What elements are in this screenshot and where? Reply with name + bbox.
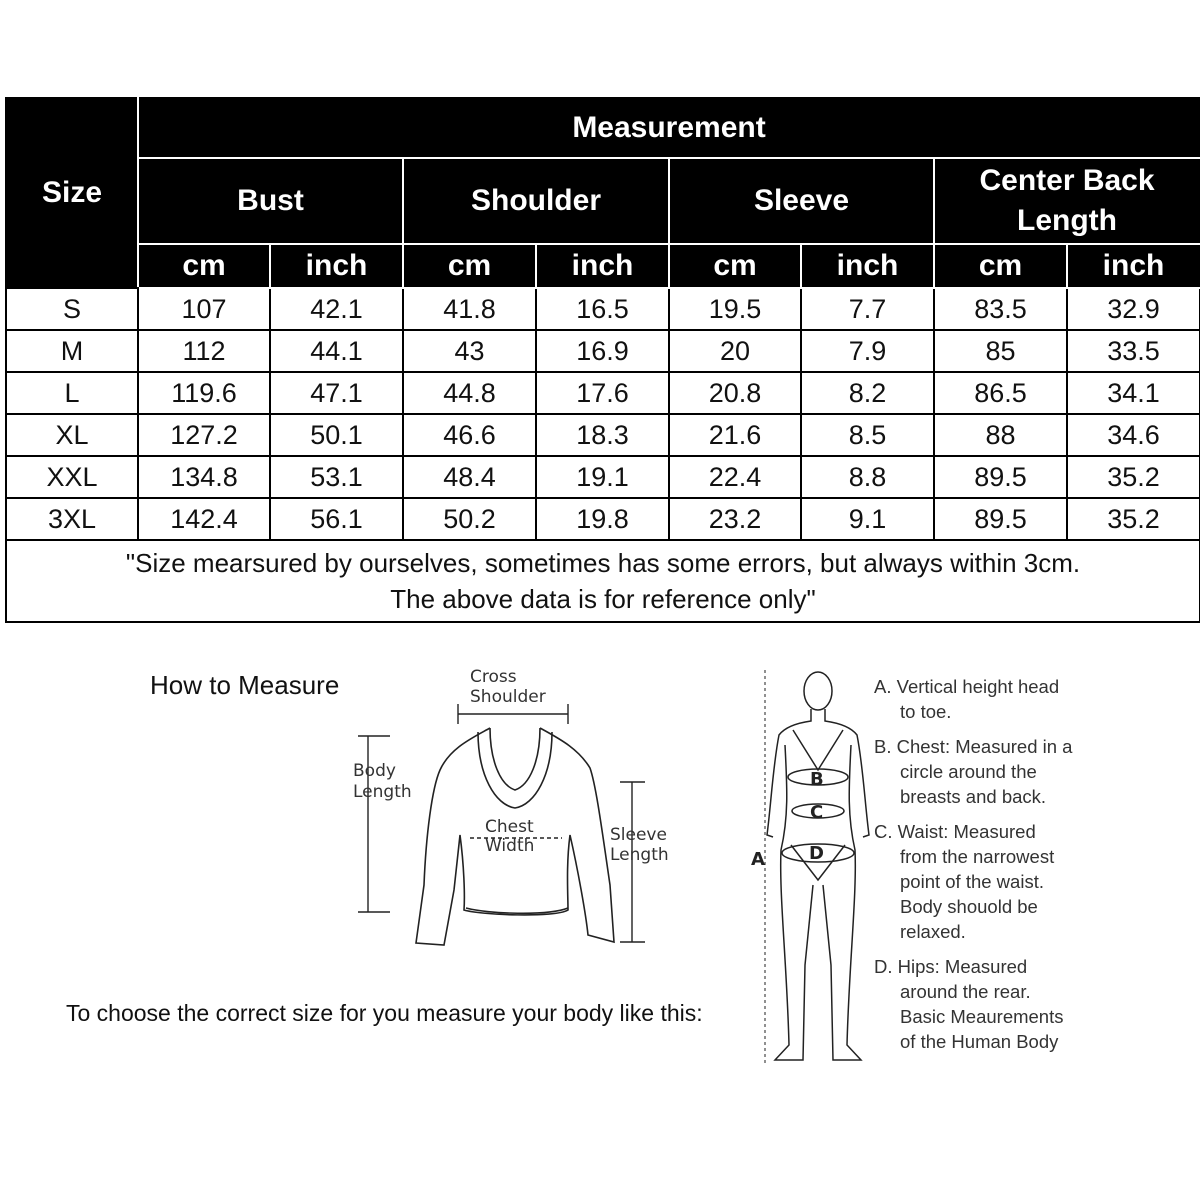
measurement-notes bbox=[874, 674, 1194, 1064]
size-cell: S bbox=[6, 288, 138, 330]
note-entry bbox=[874, 954, 1194, 1054]
how-to-measure-title: How to Measure bbox=[150, 670, 340, 700]
garment-measure-diagram bbox=[340, 660, 700, 960]
note-line: relaxed. bbox=[900, 921, 966, 942]
note-line: A. Vertical height head bbox=[874, 676, 1060, 697]
measure-cell: 17.6 bbox=[536, 372, 669, 414]
choose-size-instruction: To choose the correct size for you measure your body like this: bbox=[66, 1000, 703, 1026]
size-note bbox=[6, 540, 1200, 622]
unit-header: inch bbox=[270, 244, 403, 288]
cross-shoulder-label: Shoulder bbox=[470, 687, 546, 707]
measure-cell: 19.1 bbox=[536, 456, 669, 498]
sleeve-length-label: Sleeve bbox=[610, 825, 667, 845]
measure-cell: 83.5 bbox=[934, 288, 1067, 330]
shoulder-header: Shoulder bbox=[403, 158, 669, 244]
measure-cell: 44.1 bbox=[270, 330, 403, 372]
note-line: breasts and back. bbox=[900, 786, 1047, 807]
unit-header: cm bbox=[934, 244, 1067, 288]
body-length-label: Body bbox=[353, 761, 396, 781]
unit-header: cm bbox=[669, 244, 801, 288]
measure-cell: 9.1 bbox=[801, 498, 934, 540]
marker-b: B bbox=[810, 769, 824, 790]
size-note-line: "Size mearsured by ourselves, sometimes has some errors, but always within 3cm. bbox=[125, 548, 1081, 578]
sleeve-header: Sleeve bbox=[669, 158, 934, 244]
measure-cell: 107 bbox=[138, 288, 270, 330]
size-chart-table bbox=[5, 97, 1200, 623]
measure-cell: 50.2 bbox=[403, 498, 536, 540]
marker-c: C bbox=[810, 802, 824, 823]
unit-header: inch bbox=[801, 244, 934, 288]
measure-cell: 22.4 bbox=[669, 456, 801, 498]
measure-cell: 142.4 bbox=[138, 498, 270, 540]
note-line: to toe. bbox=[900, 701, 952, 722]
measure-cell: 119.6 bbox=[138, 372, 270, 414]
note-line: of the Human Body bbox=[900, 1031, 1059, 1052]
measure-cell: 47.1 bbox=[270, 372, 403, 414]
note-entry bbox=[874, 819, 1194, 944]
center-back-length-header: Center Back Length bbox=[934, 158, 1200, 244]
size-cell: M bbox=[6, 330, 138, 372]
measure-cell: 88 bbox=[934, 414, 1067, 456]
measure-cell: 33.5 bbox=[1067, 330, 1200, 372]
size-cell: 3XL bbox=[6, 498, 138, 540]
note-line: from the narrowest bbox=[900, 846, 1055, 867]
unit-header: inch bbox=[536, 244, 669, 288]
measure-cell: 134.8 bbox=[138, 456, 270, 498]
marker-a: A bbox=[751, 849, 765, 870]
note-line: B. Chest: Measured in a bbox=[874, 736, 1073, 757]
measure-cell: 32.9 bbox=[1067, 288, 1200, 330]
note-line: around the rear. bbox=[900, 981, 1031, 1002]
measure-cell: 19.5 bbox=[669, 288, 801, 330]
measure-cell: 20.8 bbox=[669, 372, 801, 414]
measure-cell: 16.9 bbox=[536, 330, 669, 372]
measure-cell: 8.5 bbox=[801, 414, 934, 456]
measure-cell: 86.5 bbox=[934, 372, 1067, 414]
sleeve-length-label: Length bbox=[610, 845, 669, 865]
measure-cell: 19.8 bbox=[536, 498, 669, 540]
body-length-label: Length bbox=[353, 782, 412, 802]
measure-cell: 35.2 bbox=[1067, 498, 1200, 540]
cross-shoulder-label: Cross bbox=[470, 667, 517, 687]
measure-cell: 43 bbox=[403, 330, 536, 372]
unit-header: cm bbox=[403, 244, 536, 288]
measure-cell: 20 bbox=[669, 330, 801, 372]
size-note-line: The above data is for reference only" bbox=[390, 584, 816, 614]
measure-cell: 50.1 bbox=[270, 414, 403, 456]
measure-cell: 35.2 bbox=[1067, 456, 1200, 498]
note-line: point of the waist. bbox=[900, 871, 1044, 892]
measure-cell: 44.8 bbox=[403, 372, 536, 414]
chest-width-label: Chest bbox=[485, 817, 534, 837]
body-outline bbox=[767, 672, 869, 1060]
measure-cell: 85 bbox=[934, 330, 1067, 372]
measure-cell: 112 bbox=[138, 330, 270, 372]
measure-cell: 34.6 bbox=[1067, 414, 1200, 456]
unit-header: cm bbox=[138, 244, 270, 288]
bust-header: Bust bbox=[138, 158, 403, 244]
chest-width-label: Width bbox=[485, 836, 535, 856]
table-row bbox=[6, 456, 1200, 498]
measurement-header: Measurement bbox=[138, 98, 1200, 158]
measure-cell: 48.4 bbox=[403, 456, 536, 498]
measure-cell: 7.7 bbox=[801, 288, 934, 330]
size-cell: L bbox=[6, 372, 138, 414]
table-row bbox=[6, 288, 1200, 330]
measure-cell: 16.5 bbox=[536, 288, 669, 330]
unit-header: inch bbox=[1067, 244, 1200, 288]
note-line: Basic Meaurements bbox=[900, 1006, 1064, 1027]
measure-cell: 42.1 bbox=[270, 288, 403, 330]
note-line: Body shouold be bbox=[900, 896, 1038, 917]
note-line: C. Waist: Measured bbox=[874, 821, 1036, 842]
table-row bbox=[6, 330, 1200, 372]
note-entry bbox=[874, 734, 1194, 809]
measure-cell: 89.5 bbox=[934, 456, 1067, 498]
table-row bbox=[6, 372, 1200, 414]
measure-cell: 56.1 bbox=[270, 498, 403, 540]
size-rows bbox=[6, 288, 1200, 540]
measure-cell: 18.3 bbox=[536, 414, 669, 456]
note-line: circle around the bbox=[900, 761, 1037, 782]
measure-cell: 34.1 bbox=[1067, 372, 1200, 414]
body-figure-diagram bbox=[745, 665, 875, 1080]
measure-cell: 127.2 bbox=[138, 414, 270, 456]
measure-cell: 8.2 bbox=[801, 372, 934, 414]
size-header: Size bbox=[6, 98, 138, 288]
marker-d: D bbox=[809, 843, 824, 864]
measure-cell: 23.2 bbox=[669, 498, 801, 540]
measure-cell: 21.6 bbox=[669, 414, 801, 456]
measure-cell: 7.9 bbox=[801, 330, 934, 372]
size-cell: XXL bbox=[6, 456, 138, 498]
note-entry bbox=[874, 674, 1194, 724]
note-line: D. Hips: Measured bbox=[874, 956, 1028, 977]
measure-cell: 8.8 bbox=[801, 456, 934, 498]
size-cell: XL bbox=[6, 414, 138, 456]
table-row bbox=[6, 414, 1200, 456]
measure-cell: 46.6 bbox=[403, 414, 536, 456]
table-row bbox=[6, 498, 1200, 540]
measure-cell: 89.5 bbox=[934, 498, 1067, 540]
measure-cell: 53.1 bbox=[270, 456, 403, 498]
measure-cell: 41.8 bbox=[403, 288, 536, 330]
